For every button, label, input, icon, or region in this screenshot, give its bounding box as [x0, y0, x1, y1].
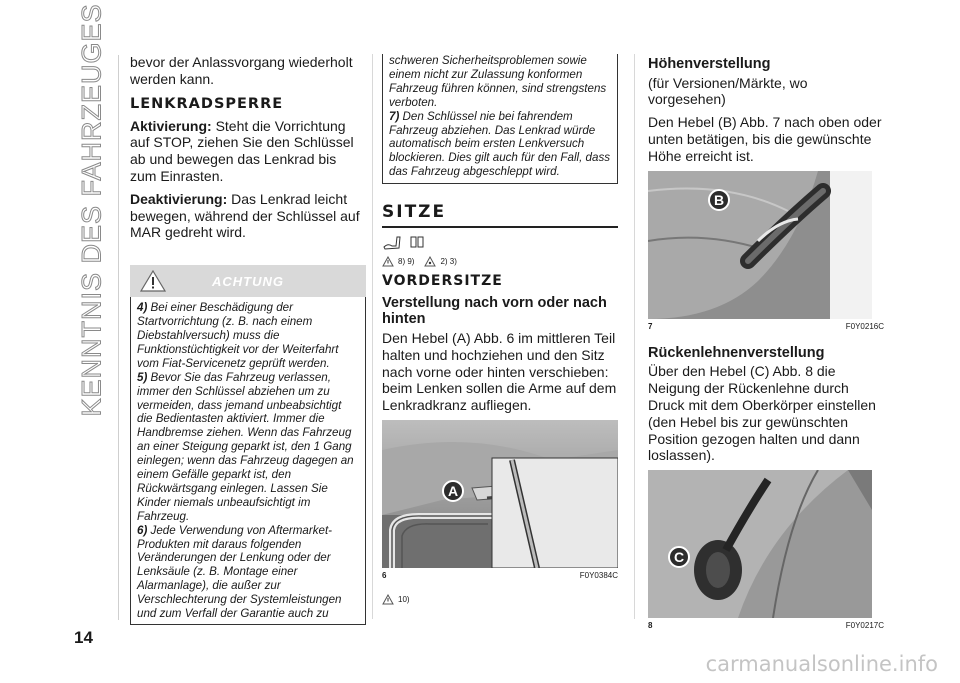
book-icon	[410, 235, 424, 249]
warning-triangle-icon	[382, 594, 394, 605]
warning-references: 8) 9)	[398, 256, 415, 266]
backrest-heading: Rückenlehnenverstellung	[648, 344, 825, 361]
activation-text: Steht die Vorrichtung auf STOP, ziehen Sie den Schlüssel ab und bewegen das Lenkrad bis zum Einrasten.	[130, 117, 354, 184]
figure-code: F0Y0384C	[579, 570, 618, 580]
seat-icon	[382, 234, 406, 250]
warning-number: 4)	[137, 301, 148, 315]
seats-heading: SITZE	[382, 202, 447, 223]
bottom-references	[382, 594, 618, 605]
reference-numbers	[382, 256, 618, 267]
figure-7-caption	[648, 322, 884, 331]
seat-rail-illustration	[382, 420, 618, 568]
height-adjust-heading: Höhenverstellung	[648, 56, 771, 72]
activation-label: Aktivierung:	[130, 117, 212, 134]
warning-text: Jede Verwendung von Aftermarket-Produkten mit daraus folgenden Veränderungen der Lenkung oder der Lenksäule (z. B. Montage einer Alarmanlage), die außer zur Verschlechterung der Systemleistungen und zum Verfall der Garantie auch zu	[137, 523, 342, 621]
intro-text: bevor der Anlassvorgang wiederholt werden kann.	[130, 54, 353, 87]
column-divider	[634, 54, 635, 619]
callout-marker: A	[442, 480, 464, 502]
warning-header	[130, 265, 366, 297]
section-title-text: KENNTNIS DES FAHRZEUGES	[76, 3, 107, 417]
warning-text: Den Schlüssel nie bei fahrendem Fahrzeug abziehen. Das Lenkrad würde automatisch beim ersten Lenkversuch blockieren. Dies gilt auch für den Fall, dass das Fahrzeug abgeschleppt wird.	[389, 109, 611, 179]
page-number: 14	[74, 628, 93, 647]
callout-marker: B	[708, 189, 730, 211]
warning-title: ACHTUNG	[212, 273, 284, 289]
figure-6-image	[382, 420, 618, 568]
figure-7-image	[648, 171, 872, 319]
deactivation-paragraph	[130, 191, 366, 241]
caution-references: 2) 3)	[440, 256, 457, 266]
height-adjust-note: (für Versionen/Märkte, wo vorgesehen)	[648, 74, 808, 108]
watermark-text: carmanualsonline.info	[705, 652, 938, 676]
reference-icons	[382, 234, 618, 250]
figure-code: F0Y0216C	[845, 321, 884, 331]
column-divider	[372, 54, 373, 619]
figure-8-caption	[648, 621, 884, 630]
figure-number: 8	[648, 621, 653, 631]
front-seats-heading: VORDERSITZE	[382, 272, 503, 289]
deactivation-text: Das Lenkrad leicht bewegen, während der Schlüssel auf MAR gedreht wird.	[130, 190, 360, 241]
warning-reference: 10)	[398, 594, 410, 604]
backrest-text: Über den Hebel (C) Abb. 8 die Neigung der Rückenlehne durch Druck mit dem Oberkörper einstellen (den Hebel bis zur gewünschten Position gezogen halten und dann loslassen).	[648, 363, 876, 464]
steering-lock-heading: LENKRADSPERRE	[130, 95, 284, 112]
warning-triangle-icon	[140, 270, 166, 292]
caution-icon	[424, 256, 436, 267]
warning-number: 7)	[389, 109, 400, 123]
seat-height-lever-illustration	[648, 171, 872, 319]
figure-number: 7	[648, 321, 653, 331]
section-side-title	[72, 3, 112, 417]
warning-item	[389, 110, 611, 180]
figure-8-image	[648, 470, 872, 618]
warning-item	[137, 524, 359, 621]
continued-warning-box	[382, 54, 618, 184]
warning-item	[137, 371, 359, 524]
column-1	[130, 54, 366, 625]
warning-number: 5)	[137, 370, 148, 384]
warning-number: 6)	[137, 523, 148, 537]
fore-aft-heading: Verstellung nach vorn oder nach hinten	[382, 294, 607, 328]
height-adjust-text: Den Hebel (B) Abb. 7 nach oben oder unten betätigen, bis die gewünschte Höhe erreicht ist.	[648, 114, 882, 164]
callout-marker: C	[668, 546, 690, 568]
deactivation-label: Deaktivierung:	[130, 190, 228, 207]
warning-box	[130, 297, 366, 625]
figure-code: F0Y0217C	[845, 621, 884, 631]
backrest-lever-illustration	[648, 470, 872, 618]
warning-continued-text: schweren Sicherheitsproblemen sowie einem nicht zur Zulassung konformen Fahrzeug führen können, sind strengstens verboten.	[389, 54, 607, 109]
warning-triangle-icon	[382, 256, 394, 267]
activation-paragraph	[130, 118, 366, 185]
column-2	[382, 54, 618, 611]
warning-text: Bevor Sie das Fahrzeug verlassen, immer den Schlüssel abziehen um zu vermeiden, dass jemand unbeabsichtigt die Bedientasten aktiviert. Immer die Handbremse ziehen. Wenn das Fahrzeug an einer Steigung geparkt ist, den 1 Gang einlegen; wenn das Fahrzeug dagegen an einem Gefälle geparkt ist, den Rückwärtsgang einlegen. Lassen Sie Kinder niemals unbeaufsichtigt im Fahrzeug.	[137, 370, 354, 523]
figure-6-caption	[382, 571, 618, 580]
figure-number: 6	[382, 570, 387, 580]
warning-item	[137, 301, 359, 371]
fore-aft-text: Den Hebel (A) Abb. 6 im mittleren Teil halten und hochziehen und den Sitz nach vorne oder hinten verschieben: beim Lenken sollen die Arme auf dem Lenkradkranz aufliegen.	[382, 330, 617, 414]
side-divider	[118, 55, 119, 620]
column-3	[648, 54, 884, 630]
heading-rule	[382, 226, 618, 228]
warning-text: Bei einer Beschädigung der Startvorrichtung (z. B. nach einem Diebstahlversuch) muss die Funktionstüchtigkeit vor der Weiterfahrt vom Fiat-Servicenetz geprüft werden.	[137, 301, 339, 370]
